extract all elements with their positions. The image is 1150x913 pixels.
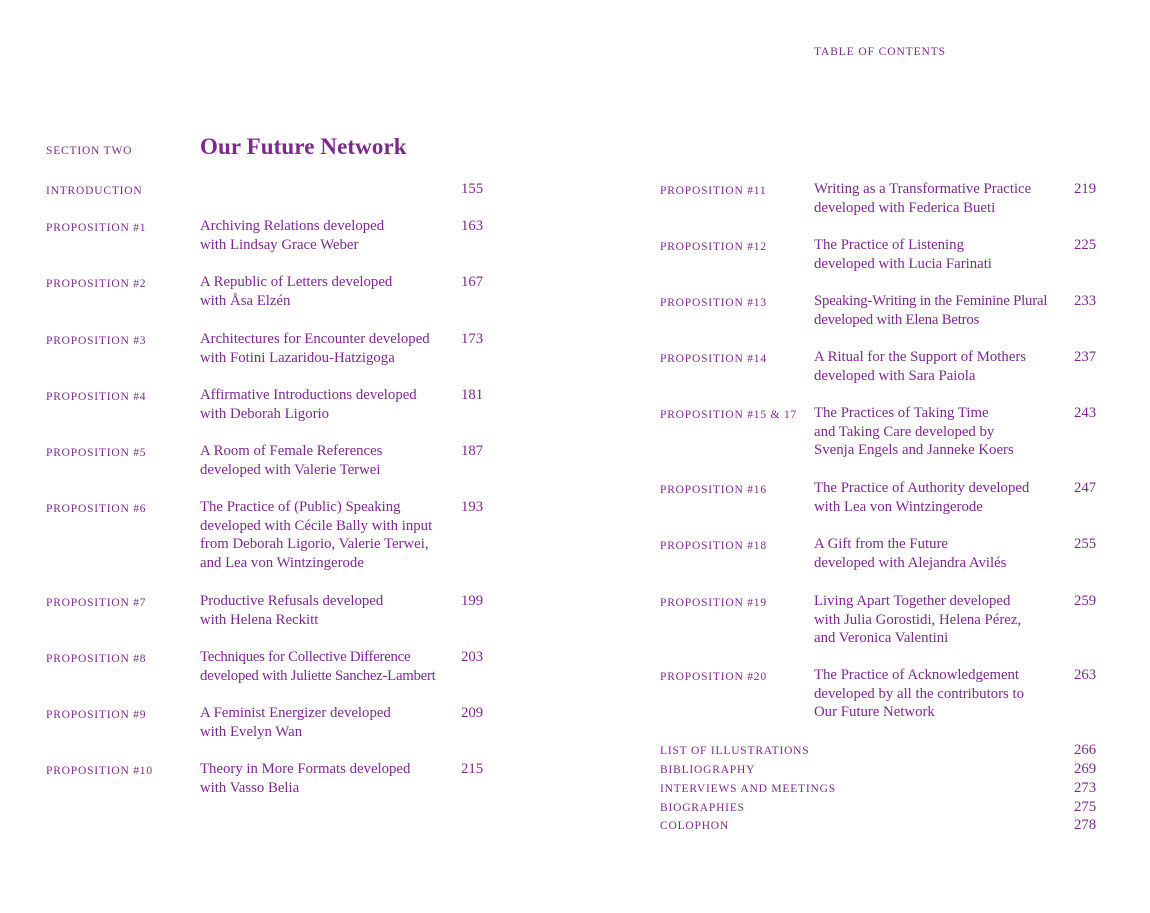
- entry-page-number: 237: [1074, 349, 1097, 365]
- back-matter-item[interactable]: [660, 741, 1100, 760]
- entry-page-number: 215: [461, 761, 484, 777]
- entry-title: A Feminist Energizer developed with Evelyn Wan: [200, 705, 391, 740]
- back-matter-item[interactable]: [660, 798, 1100, 817]
- back-matter-page-number: 275: [1074, 799, 1097, 815]
- running-head: TABLE OF CONTENTS: [814, 46, 946, 58]
- entry-page-number: 155: [461, 181, 484, 197]
- entry-label: PROPOSITION #2: [46, 278, 147, 290]
- entry-label: PROPOSITION #4: [46, 391, 147, 403]
- entry-label: PROPOSITION #14: [660, 353, 767, 365]
- back-matter-label: COLOPHON: [660, 820, 730, 832]
- entry-page-number: 243: [1074, 405, 1097, 421]
- entry-title: Living Apart Together developed with Julia Gorostidi, Helena Pérez, and Veronica Valentini: [814, 593, 1022, 647]
- back-matter-label: BIOGRAPHIES: [660, 802, 745, 814]
- entry-title: Theory in More Formats developed with Vasso Belia: [200, 761, 411, 796]
- entry-page-number: 225: [1074, 237, 1097, 253]
- entry-title: Speaking-Writing in the Feminine Plural developed with Elena Betros: [814, 293, 1048, 328]
- entry-label: PROPOSITION #12: [660, 241, 767, 253]
- entry-title: Affirmative Introductions developed with Deborah Ligorio: [200, 387, 417, 422]
- entry-title: Writing as a Transformative Practice developed with Federica Bueti: [814, 181, 1032, 216]
- back-matter-item[interactable]: [660, 760, 1100, 779]
- entry-title: A Ritual for the Support of Mothers developed with Sara Paiola: [814, 349, 1027, 384]
- entry-label: PROPOSITION #13: [660, 297, 767, 309]
- back-matter-page-number: 273: [1074, 780, 1097, 796]
- entry-page-number: 263: [1074, 667, 1097, 683]
- back-matter-label: BIBLIOGRAPHY: [660, 764, 756, 776]
- entry-page-number: 199: [461, 593, 484, 609]
- entry-page-number: 167: [461, 274, 484, 290]
- entry-label: PROPOSITION #15 & 17: [660, 409, 798, 421]
- section-title: Our Future Network: [200, 134, 407, 159]
- entry-label: PROPOSITION #6: [46, 503, 147, 515]
- entry-page-number: 181: [461, 387, 484, 403]
- entry-page-number: 203: [461, 649, 484, 665]
- entry-title: A Room of Female References developed with Valerie Terwei: [200, 443, 383, 478]
- entry-page-number: 247: [1074, 480, 1097, 496]
- entry-page-number: 259: [1074, 593, 1097, 609]
- entry-title: Architectures for Encounter developed with Fotini Lazaridou-Hatzigoga: [200, 331, 430, 366]
- entry-title: The Practices of Taking Time and Taking Care developed by Svenja Engels and Janneke Koers: [814, 405, 1014, 459]
- back-matter-page-number: 269: [1074, 761, 1097, 777]
- entry-title: A Republic of Letters developed with Åsa Elzén: [200, 274, 393, 309]
- entry-label: INTRODUCTION: [46, 185, 143, 197]
- back-matter-item[interactable]: [660, 779, 1100, 798]
- entry-title: Productive Refusals developed with Helena Reckitt: [200, 593, 384, 628]
- entry-label: PROPOSITION #3: [46, 335, 147, 347]
- entry-label: PROPOSITION #5: [46, 447, 147, 459]
- entry-title: The Practice of Listening developed with Lucia Farinati: [814, 237, 992, 272]
- entry-title: The Practice of (Public) Speaking developed with Cécile Bally with input from Deborah Ligorio, Valerie Terwei, and Lea von Wintzingerode: [200, 499, 433, 572]
- entry-title: A Gift from the Future developed with Alejandra Avilés: [814, 536, 1007, 571]
- entry-label: PROPOSITION #7: [46, 597, 147, 609]
- entry-page-number: 173: [461, 331, 484, 347]
- back-matter-page-number: 278: [1074, 817, 1097, 833]
- entry-page-number: 255: [1074, 536, 1097, 552]
- entry-label: PROPOSITION #10: [46, 765, 153, 777]
- entry-page-number: 193: [461, 499, 484, 515]
- entry-label: PROPOSITION #20: [660, 671, 767, 683]
- entry-label: PROPOSITION #19: [660, 597, 767, 609]
- entry-title: The Practice of Authority developed with Lea von Wintzingerode: [814, 480, 1030, 515]
- back-matter-label: INTERVIEWS AND MEETINGS: [660, 783, 836, 795]
- section-label: SECTION TWO: [46, 145, 133, 157]
- back-matter-page-number: 266: [1074, 742, 1097, 758]
- entry-title: The Practice of Acknowledgement developed by all the contributors to Our Future Network: [814, 667, 1024, 721]
- entry-page-number: 163: [461, 218, 484, 234]
- entry-page-number: 219: [1074, 181, 1097, 197]
- entry-label: PROPOSITION #18: [660, 540, 767, 552]
- entry-page-number: 209: [461, 705, 484, 721]
- entry-page-number: 233: [1074, 293, 1097, 309]
- entry-page-number: 187: [461, 443, 484, 459]
- back-matter-item[interactable]: [660, 816, 1100, 835]
- entry-label: PROPOSITION #8: [46, 653, 147, 665]
- entry-label: PROPOSITION #16: [660, 484, 767, 496]
- entry-label: PROPOSITION #11: [660, 185, 767, 197]
- entry-label: PROPOSITION #1: [46, 222, 147, 234]
- back-matter-label: LIST OF ILLUSTRATIONS: [660, 745, 810, 757]
- entry-title: Techniques for Collective Difference developed with Juliette Sanchez-Lambert: [200, 649, 436, 684]
- entry-title: Archiving Relations developed with Lindsay Grace Weber: [200, 218, 385, 253]
- entry-label: PROPOSITION #9: [46, 709, 147, 721]
